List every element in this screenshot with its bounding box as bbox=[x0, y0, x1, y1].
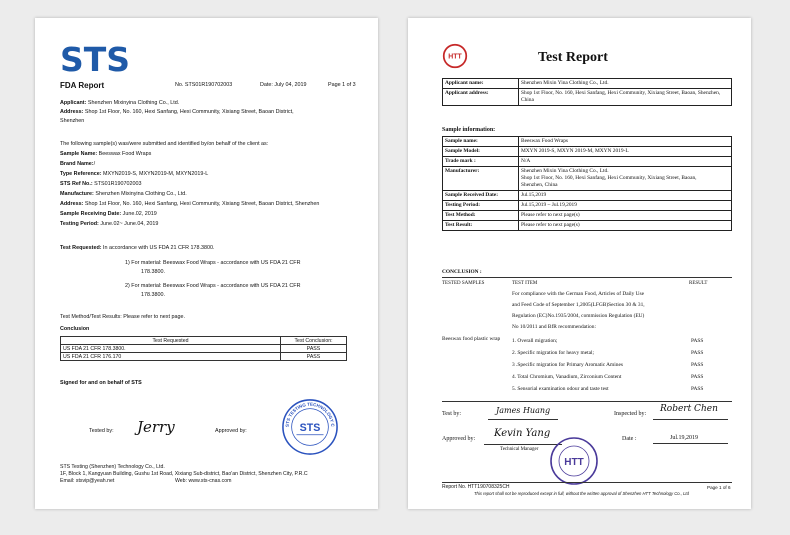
sts-ref-no: STS Ref No.: STS01R190702003 bbox=[60, 181, 142, 187]
table-row: Test Method: Please refer to next page(s) bbox=[443, 211, 732, 221]
sts-footer-address: 1F, Block 1, Kangyuan Building, Gushu 1st Road, Xixiang Sub-district, Bao'an District, Shenzhen City, P.R.C bbox=[60, 471, 308, 477]
table-row: Sample name: Beeswax Food Wraps bbox=[443, 137, 732, 147]
htt-report-title: Test Report bbox=[538, 50, 608, 65]
htt-tester-signature: James Huang bbox=[496, 406, 551, 415]
htt-compliance-line: and Feed Code of September 1,2005(LFGB)Section 30 & 31, bbox=[512, 302, 645, 308]
sts-tester-signature: Jerry bbox=[137, 418, 175, 436]
table-header-row bbox=[61, 337, 347, 345]
sts-logo: STS bbox=[60, 40, 131, 79]
sts-request-2: 2) For material: Beeswax Food Wraps - accordance with US FDA 21 CFR bbox=[125, 283, 301, 289]
sts-tested-by-label: Tested by: bbox=[89, 428, 114, 434]
htt-seal-center: HTT bbox=[564, 457, 584, 468]
sts-page-number: Page 1 of 3 bbox=[328, 82, 356, 88]
sts-request-2-cont: 178.3800. bbox=[141, 292, 165, 298]
htt-approved-by-label: Approved by: bbox=[442, 436, 476, 442]
htt-test-result: PASS bbox=[691, 386, 704, 392]
sts-type-reference: Type Reference: MXYN2019-S, MXYN2019-M, MXYN2019-L bbox=[60, 171, 209, 177]
htt-date-label: Date : bbox=[622, 436, 637, 442]
table-row: Sample Model: MXYN 2019-S, MXYN 2019-M, MXYN 2019-L bbox=[443, 147, 732, 157]
table-row: US FDA 21 CFR 176.170 PASS bbox=[61, 353, 347, 361]
sts-manufacturer-address: Address: Shop 1st Floor, No. 160, Hexi Sanfang, Hexi Community, Xixiang Street, Baoan District, Shenzhen bbox=[60, 201, 320, 207]
sts-applicant: Applicant: Shenzhen Mixinyina Clothing Co., Ltd. bbox=[60, 100, 180, 106]
sts-signed-on-behalf: Signed for and on behalf of STS bbox=[60, 380, 142, 386]
htt-footer-note: This report shall not be reproduced except in full, without the written approval of Shenzhen HTT Technology Co., Ltd bbox=[474, 491, 689, 496]
sts-fda-report-page bbox=[35, 18, 378, 509]
table-row: US FDA 21 CFR 178.3800. PASS bbox=[61, 345, 347, 353]
htt-test-item: 3 .Specific migration for Primary Aromatic Amines bbox=[512, 362, 623, 368]
table-row: Trade mark : N/A bbox=[443, 157, 732, 167]
htt-test-result: PASS bbox=[691, 374, 704, 380]
sts-intro: The following sample(s) was/were submitted and identified by/on behalf of the client as: bbox=[60, 141, 269, 147]
htt-test-result: PASS bbox=[691, 362, 704, 368]
table-row: Manufacturer: Shenzhen Mixin Yina Clothing Co., Ltd. Shop 1st Floor, No. 160, Hexi Sanfang, Hexi Community, Xixiang Street, Baoan, Shenzhen, China bbox=[443, 167, 732, 191]
htt-test-item: 5. Sensorial examination odour and taste test bbox=[512, 386, 609, 392]
col-test-requested: Test Requested bbox=[61, 337, 281, 345]
table-row: Applicant address: Shop 1st Floor, No. 160, Hexi Sanfang, Hexi Community, Xixiang Street, Baoan, Shenzhen, China bbox=[443, 89, 732, 106]
sts-test-requested: Test Requested: In accordance with US FDA 21 CFR 178.3800. bbox=[60, 245, 215, 251]
htt-sample-info-label: Sample information: bbox=[442, 127, 496, 133]
sts-approved-by-label: Approved by: bbox=[215, 428, 247, 434]
sts-manufacturer: Manufacture: Shenzhen Mixinyina Clothing Co., Ltd. bbox=[60, 191, 187, 197]
sts-footer-email: Email: stsvip@yeah.net bbox=[60, 478, 115, 484]
sts-report-number: No. STS01R190702003 bbox=[175, 82, 233, 88]
sts-footer-company: STS Testing (Shenzhen) Technology Co., Ltd. bbox=[60, 464, 165, 470]
sts-request-1: 1) For material: Beeswax Food Wraps - accordance with US FDA 21 CFR bbox=[125, 260, 301, 266]
table-row: Sample Received Date: Jul.15,2019 bbox=[443, 191, 732, 201]
sts-footer-web: Web: www.sts-cnas.com bbox=[175, 478, 232, 484]
htt-test-by-label: Test by: bbox=[442, 411, 462, 417]
sts-address: Address: Shop 1st Floor, No. 160, Hexi Sanfang, Hexi Community, Xixiang Street, Baoan District, bbox=[60, 109, 294, 115]
htt-inspected-by-label: Inspected by: bbox=[614, 411, 647, 417]
sts-brand-name: Brand Name:/ bbox=[60, 161, 96, 167]
htt-footer-page: Page 1 of 6 bbox=[707, 485, 731, 490]
col-test-conclusion: Test Conclusion: bbox=[281, 337, 347, 345]
htt-conclusion-label: CONCLUSION : bbox=[442, 269, 482, 275]
table-row: Applicant name: Shenzhen Mixin Yina Clothing Co., Ltd. bbox=[443, 79, 732, 89]
htt-footer-report-no: Report No. HTT190708325CH bbox=[442, 484, 510, 490]
htt-compliance-line: For compliance with the German Food, Articles of Daily Use bbox=[512, 291, 645, 297]
htt-sample-description: Beeswax food plastic wrap bbox=[442, 336, 501, 342]
sts-seal-stamp bbox=[281, 398, 339, 456]
sts-seal-text: STS TESTING TECHNOLOGY C bbox=[284, 401, 336, 428]
sts-report-date: Date: July 04, 2019 bbox=[260, 82, 307, 88]
htt-logo bbox=[442, 43, 468, 69]
sts-receiving-date: Sample Receiving Date: June.02, 2019 bbox=[60, 211, 157, 217]
htt-test-item: 1. Overall migration; bbox=[512, 338, 558, 344]
sts-report-title: FDA Report bbox=[60, 81, 105, 90]
htt-approver-signature: Kevin Yang bbox=[494, 428, 551, 439]
htt-technical-manager: Technical Manager bbox=[500, 447, 539, 452]
svg-text:HTT: HTT bbox=[448, 53, 462, 61]
htt-sample-table bbox=[442, 136, 732, 231]
htt-date-value: Jul.19,2019 bbox=[670, 435, 699, 441]
htt-col-samples: TESTED SAMPLES bbox=[442, 281, 485, 286]
htt-test-result: PASS bbox=[691, 350, 704, 356]
htt-col-result: RESULT bbox=[689, 281, 708, 286]
htt-test-result: PASS bbox=[691, 338, 704, 344]
sts-sample-name: Sample Name: Beeswax Food Wraps bbox=[60, 151, 152, 157]
htt-inspector-signature: Robert Chen bbox=[660, 404, 718, 414]
htt-compliance-line: No 10/2011 and BfR recommendation: bbox=[512, 324, 596, 330]
htt-test-item: 4. Total Chromium, Vanadium, Zirconium Content bbox=[512, 374, 622, 380]
sts-conclusion-label: Conclusion bbox=[60, 326, 90, 332]
table-row: Testing Period: Jul.15,2019 ~ Jul.19,2019 bbox=[443, 201, 732, 211]
htt-compliance-line: Regulation (EC)No.1935/2004, commission Regulation (EU) bbox=[512, 313, 645, 319]
sts-conclusion-table bbox=[60, 336, 347, 361]
htt-col-item: TEST ITEM bbox=[512, 281, 538, 286]
sts-request-1-cont: 178.3800. bbox=[141, 269, 165, 275]
sts-seal-center: STS bbox=[299, 421, 321, 434]
table-row: Test Result: Please refer to next page(s) bbox=[443, 221, 732, 231]
htt-seal-stamp bbox=[549, 436, 599, 486]
sts-test-method: Test Method/Test Results: Please refer to next page. bbox=[60, 314, 185, 320]
htt-applicant-table bbox=[442, 78, 732, 106]
htt-test-item: 2. Specific migration for heavy metal; bbox=[512, 350, 595, 356]
sts-testing-period: Testing Period: June.02~ June.04, 2019 bbox=[60, 221, 159, 227]
sts-address-line2: Shenzhen bbox=[60, 118, 85, 124]
htt-test-report-page bbox=[408, 18, 751, 509]
